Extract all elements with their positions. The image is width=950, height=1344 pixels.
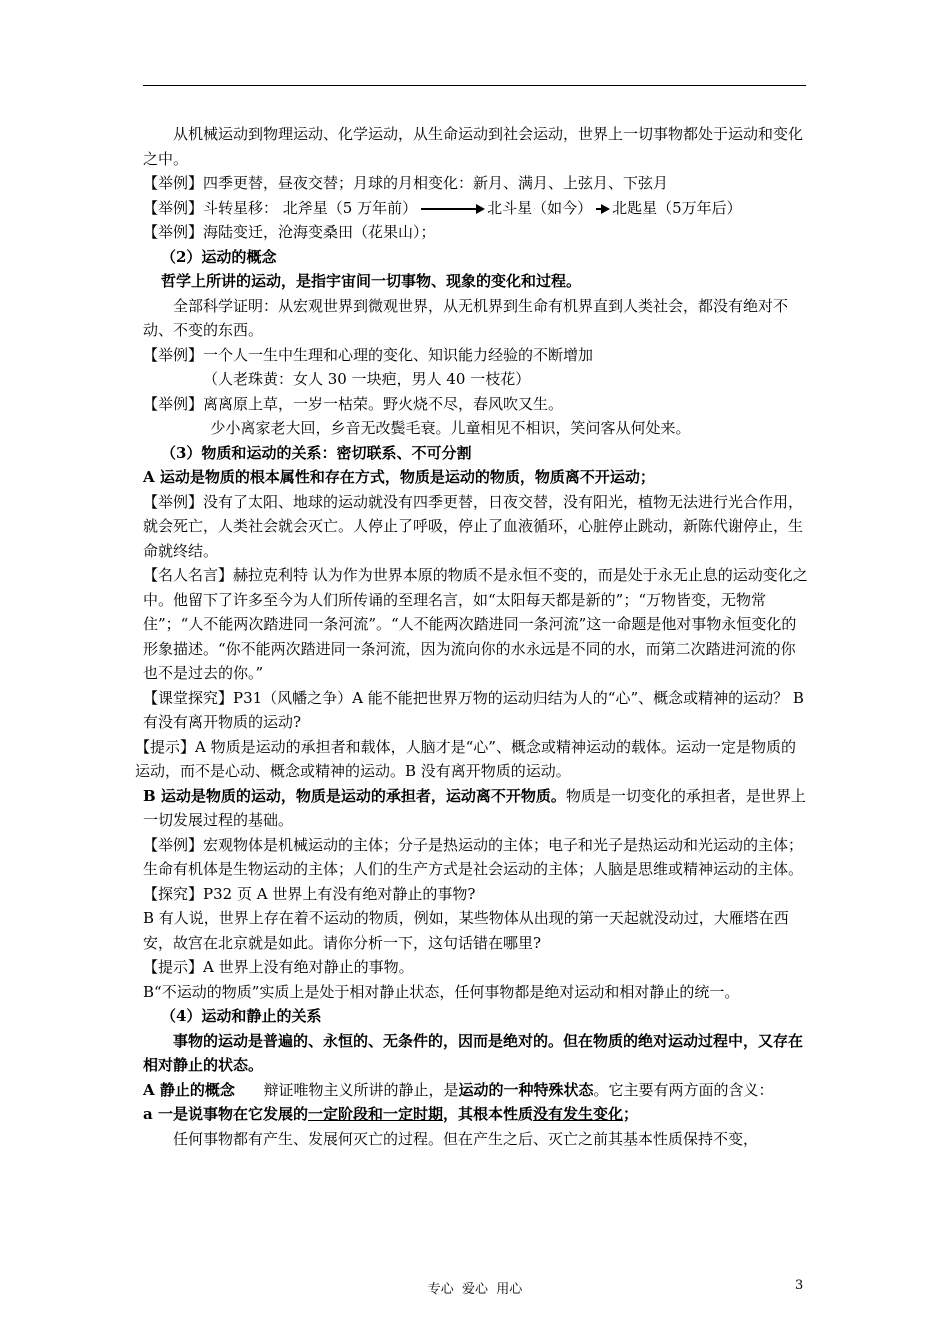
paragraph: B“不运动的物质”实质上是处于相对静止状态，任何事物都是绝对运动和相对静止的统一。	[143, 982, 740, 1001]
footer-text: 专心 爱心 用心	[427, 1282, 523, 1297]
text: 【举例】斗转星移： 北斧星（5 万年前）	[143, 198, 418, 217]
text: ，其根本性质	[442, 1105, 533, 1123]
text: 一定阶段和一定时期	[307, 1105, 443, 1123]
paragraph: （人老珠黄：女人 30 一块疤，男人 40 一枝花）	[203, 370, 531, 388]
text: 物质是一切变化的承担者，是世界上一切发展过程的基础。	[143, 786, 806, 829]
paragraph: 【提示】A 世界上没有绝对静止的事物。	[143, 958, 414, 976]
paragraph: 【名人名言】赫拉克利特 认为作为世界本原的物质不是永恒不变的，而是处于永无止息的运动变化之中。他留下了许多至今为人们所传诵的至理名言，如“太阳每天都是新的”；“万物皆变，无物常住”；“人不能两次踏进同一条河流”。“人不能两次踏进同一条河流”这一命题是他对事物永恒变化的形象描述。“你不能两次踏进同一条河流，因为流向你的水永远是不同的水，而第二次踏进河流的你也不是过去的你。”	[143, 566, 808, 682]
paragraph	[143, 1078, 808, 1103]
section-heading: （4）运动和静止的关系	[161, 1007, 322, 1025]
paragraph: 【提示】A 物质是运动的承担者和载体，人脑才是“心”、概念或精神运动的载体。运动一定是物质的运动，而不是心动、概念或精神的运动。B 没有离开物质的运动。	[135, 737, 796, 780]
paragraph: 任何事物都有产生、发展何灭亡的过程。但在产生之后、灭亡之前其基本性质保持不变，	[173, 1129, 759, 1148]
paragraph	[143, 784, 808, 833]
paragraph: 哲学上所讲的运动，是指宇宙间一切事物、现象的变化和过程。	[161, 272, 582, 290]
text: 辩证唯物主义所讲的静止，是	[234, 1080, 459, 1099]
paragraph: 【探究】P32 页 A 世界上有没有绝对静止的事物?	[143, 884, 476, 903]
text: 。它主要有两方面的含义：	[593, 1080, 774, 1099]
section-heading: （2）运动的概念	[161, 247, 277, 266]
paragraph: A 运动是物质的根本属性和存在方式，物质是运动的物质，物质离不开运动；	[143, 468, 655, 486]
text: 北斗星（如今）	[487, 198, 593, 217]
paragraph: 【举例】没有了太阳、地球的运动就没有四季更替，日夜交替，没有阳光，植物无法进行光合作用，就会死亡，人类社会就会灭亡。人停止了呼吸，停止了血液循环，心脏停止跳动，新陈代谢停止，生命就终结。	[143, 492, 804, 560]
arrow-icon	[596, 208, 608, 210]
text: 北匙星（5万年后）	[612, 198, 742, 217]
text: ；	[623, 1105, 639, 1123]
paragraph	[143, 196, 808, 221]
text: A 静止的概念	[143, 1080, 235, 1099]
document-body	[135, 122, 808, 1151]
text: a 一是说事物在它发展的	[143, 1105, 308, 1123]
section-heading: （3）物质和运动的关系：密切联系、不可分割	[161, 443, 472, 462]
paragraph: 【举例】四季更替，昼夜交替；月球的月相变化：新月、满月、上弦月、下弦月	[143, 174, 669, 192]
text: B 运动是物质的运动，物质是运动的承担者，运动离不开物质。	[143, 786, 566, 805]
text: 运动的一种特殊状态	[458, 1080, 594, 1099]
paragraph: 从机械运动到物理运动、化学运动，从生命运动到社会运动，世界上一切事物都处于运动和变化之中。	[143, 125, 804, 168]
paragraph: 【举例】离离原上草，一岁一枯荣。野火烧不尽，春风吹又生。	[143, 394, 564, 413]
arrow-icon	[421, 208, 483, 210]
header-rule	[143, 85, 806, 86]
paragraph: 【举例】海陆变迁，沧海变桑田（花果山）；	[143, 223, 436, 241]
paragraph: B 有人说，世界上存在着不运动的物质，例如，某些物体从出现的第一天起就没动过，大雁塔在西安，故宫在北京就是如此。请你分析一下，这句话错在哪里?	[143, 909, 789, 952]
page-number: 3	[795, 1278, 804, 1293]
paragraph: 全部科学证明：从宏观世界到微观世界，从无机界到生命有机界直到人类社会，都没有绝对不动、不变的东西。	[143, 296, 789, 339]
paragraph: 事物的运动是普遍的、永恒的、无条件的，因而是绝对的。但在物质的绝对运动过程中，又存在相对静止的状态。	[143, 1031, 804, 1074]
paragraph: 【举例】一个人一生中生理和心理的变化、知识能力经验的不断增加	[143, 345, 594, 364]
text: 没有发生变化	[532, 1105, 623, 1123]
paragraph: 【举例】宏观物体是机械运动的主体；分子是热运动的主体；电子和光子是热运动和光运动的主体；生命有机体是生物运动的主体；人们的生产方式是社会运动的主体；人脑是思维或精神运动的主体。	[143, 835, 804, 878]
paragraph	[143, 1102, 808, 1127]
paragraph: 【课堂探究】P31（风幡之争）A 能不能把世界万物的运动归结为人的“心”、概念或精神的运动？ B 有没有离开物质的运动?	[143, 688, 804, 731]
paragraph: 少小离家老大回，乡音无改鬓毛衰。儿童相见不相识，笑问客从何处来。	[210, 419, 691, 437]
